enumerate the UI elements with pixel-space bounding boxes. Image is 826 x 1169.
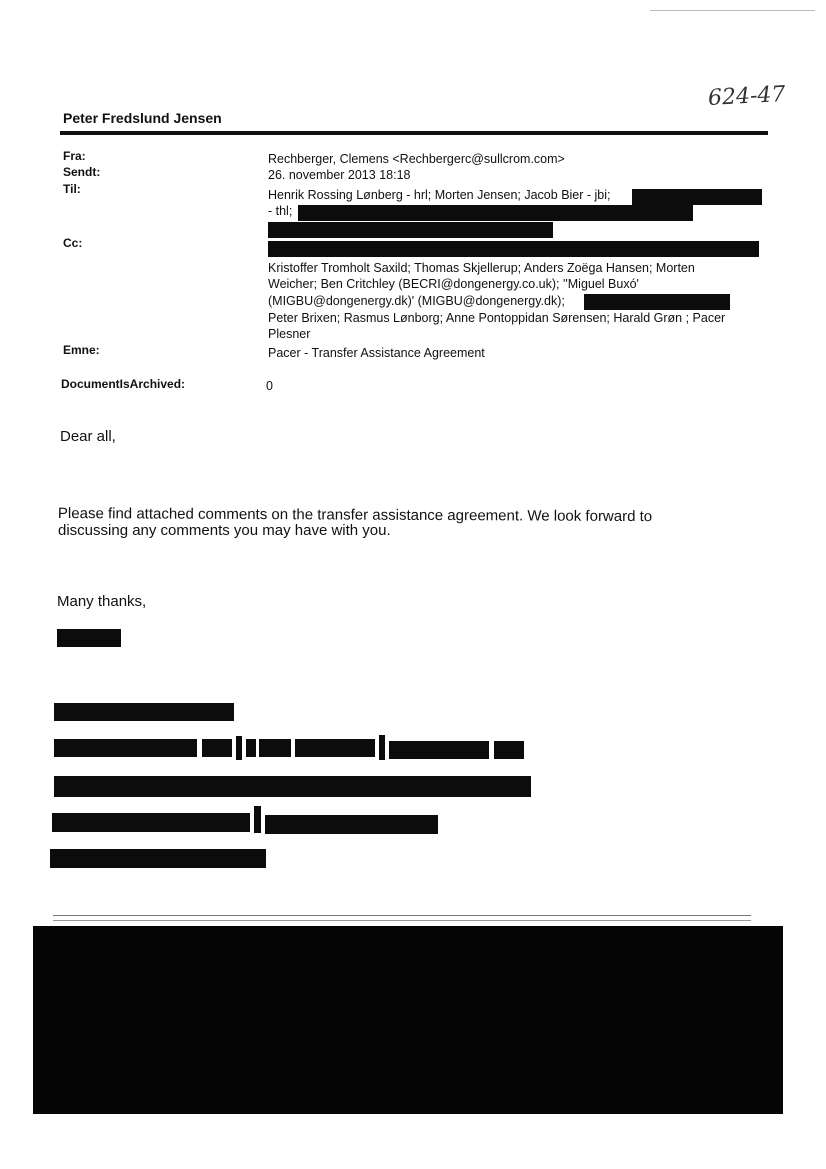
signature-block-redaction <box>50 849 266 868</box>
to-value-line1: Henrik Rossing Lønberg - hrl; Morten Jensen; Jacob Bier - jbi; <box>268 188 611 202</box>
cc-line4: Peter Brixen; Rasmus Lønborg; Anne Pontoppidan Sørensen; Harald Grøn ; Pacer <box>268 311 726 325</box>
redaction-block <box>298 205 693 221</box>
from-label: Fra: <box>63 149 86 163</box>
footer-separator-line <box>53 915 751 916</box>
cc-label: Cc: <box>63 236 83 250</box>
archived-value: 0 <box>266 379 273 393</box>
body-paragraph-line1: Please find attached comments on the transfer assistance agreement. We look forward to <box>57 505 653 526</box>
header-person-name: Peter Fredslund Jensen <box>63 110 222 126</box>
cc-line5: Plesner <box>268 327 311 341</box>
archived-label: DocumentIsArchived: <box>61 377 186 391</box>
footer-redaction-block <box>33 926 783 1114</box>
signature-block-redaction <box>265 815 438 834</box>
signature-block-redaction <box>295 739 375 757</box>
redaction-block <box>268 222 553 238</box>
signature-block-redaction <box>494 741 524 759</box>
subject-value: Pacer - Transfer Assistance Agreement <box>268 346 485 360</box>
signature-block-redaction <box>254 806 261 833</box>
signature-block-redaction <box>259 739 291 757</box>
sent-value: 26. november 2013 18:18 <box>268 168 411 182</box>
signature-block-redaction <box>236 736 242 760</box>
cc-line3: (MIGBU@dongenergy.dk)' (MIGBU@dongenergy.dk); <box>268 294 565 308</box>
from-value: Rechberger, Clemens <Rechbergerc@sullcrom.com> <box>268 152 565 166</box>
closing: Many thanks, <box>57 593 147 610</box>
subject-label: Emne: <box>63 343 100 357</box>
signature-block-redaction <box>54 776 531 797</box>
signature-block-redaction <box>379 735 385 760</box>
header-rule <box>60 131 768 135</box>
to-label: Til: <box>63 182 81 196</box>
sent-label: Sendt: <box>63 165 101 179</box>
body-paragraph-line2: discussing any comments you may have with you. <box>58 522 391 539</box>
handwritten-number: 624-47 <box>707 81 787 112</box>
to-value-line2: - thl; <box>268 204 293 218</box>
cc-line1: Kristoffer Tromholt Saxild; Thomas Skjellerup; Anders Zoëga Hansen; Morten <box>268 261 695 275</box>
signature-block-redaction <box>202 739 232 757</box>
signature-block-redaction <box>389 741 489 759</box>
footer-separator-line <box>53 920 751 921</box>
signature-block-redaction <box>54 703 234 721</box>
signature-redaction <box>57 629 121 647</box>
signature-block-redaction <box>246 739 256 757</box>
cc-line2: Weicher; Ben Critchley (BECRI@dongenergy.co.uk); ''Miguel Buxó' <box>268 277 639 291</box>
scan-artifact-line <box>650 10 815 11</box>
redaction-block <box>268 241 759 257</box>
greeting: Dear all, <box>60 428 116 445</box>
redaction-block <box>632 189 762 205</box>
redaction-block <box>584 294 730 310</box>
signature-block-redaction <box>54 739 197 757</box>
signature-block-redaction <box>52 813 250 832</box>
